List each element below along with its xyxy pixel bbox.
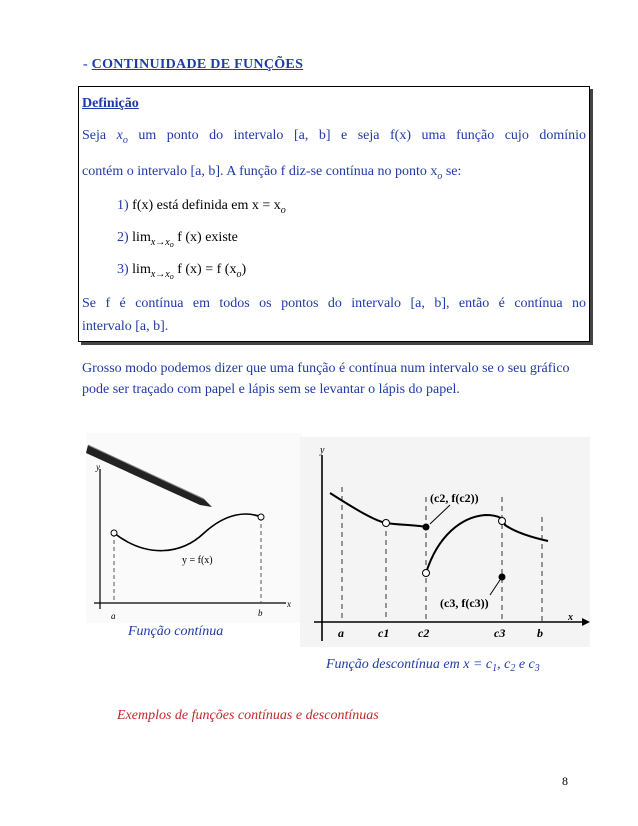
figure1-b-label: b <box>258 608 263 618</box>
figure1-endpoint-b <box>258 514 264 520</box>
definition-line-1 <box>82 128 586 146</box>
figure1-endpoint-a <box>111 530 117 536</box>
figure2-x-label: x <box>568 612 573 623</box>
figure2-y-label: y <box>320 445 325 456</box>
figure2-caption-a: Função descontínua em x = c <box>326 657 493 672</box>
figure2-caption <box>326 657 540 674</box>
cond2-sub: x→x <box>150 237 170 248</box>
figure2-tick-c2: c2 <box>418 626 430 640</box>
figure2-caption-s2: 2 <box>510 663 516 674</box>
definition-line-2 <box>82 164 461 182</box>
continuous-function-figure <box>86 433 302 623</box>
figure2-point-c2-open <box>423 570 430 577</box>
figure1-x-label: x <box>287 599 291 609</box>
definition-closing-2: intervalo [a, b]. <box>82 319 169 334</box>
condition-2 <box>117 230 238 249</box>
discontinuous-function-figure <box>300 437 590 647</box>
figure1-function-label: y = f(x) <box>182 555 213 566</box>
figure2-tick-b: b <box>537 626 543 640</box>
cond3-number: 3) <box>117 262 129 277</box>
cond1-number: 1) <box>117 198 129 213</box>
section-title-text: CONTINUIDADE DE FUNÇÕES <box>91 57 304 72</box>
def-line1-d: um ponto do intervalo [a, b] e seja f(x) uma função cujo domínio <box>127 128 586 143</box>
cond2-number: 2) <box>117 230 129 245</box>
figure2-tick-c1: c1 <box>378 626 390 640</box>
cond3-sub: x→x <box>150 269 170 280</box>
cond3-sub2: o <box>236 269 242 280</box>
def-line2: contém o intervalo [a, b]. A função f diz-se contínua no ponto x <box>82 164 438 179</box>
cond1-text: f(x) está definida em x = x <box>132 198 281 213</box>
def-line1-sub: o <box>122 135 128 146</box>
figure2-caption-s1: 1 <box>492 663 498 674</box>
cond3-lim: lim <box>132 262 151 277</box>
figure2-tick-c3: c3 <box>494 626 506 640</box>
figure1-y-label: y <box>96 462 100 472</box>
cond1-sub: o <box>280 205 286 216</box>
def-line1-a: Seja <box>82 128 117 143</box>
figure2-point-c1 <box>383 520 390 527</box>
examples-heading: Exemplos de funções contínuas e descontínuas <box>117 708 379 723</box>
cond2-lim: lim <box>132 230 151 245</box>
figure2-point-c3-open <box>499 518 506 525</box>
figure2-caption-b: , c <box>497 657 511 672</box>
condition-3 <box>117 262 246 281</box>
definition-closing-1: Se f é contínua em todos os pontos do intervalo [a, b], então é contínua no <box>82 296 586 311</box>
definition-label: Definição <box>82 96 139 111</box>
figure2-caption-c: e c <box>515 657 535 672</box>
section-dash: - <box>83 57 88 72</box>
figure2-background <box>300 437 590 647</box>
cond2-text: f (x) existe <box>173 230 238 245</box>
figure2-c3-point-label: (c3, f(c3)) <box>440 596 489 610</box>
figure2-tick-a: a <box>338 626 344 640</box>
page-number: 8 <box>562 774 568 788</box>
condition-1 <box>117 198 286 216</box>
figure2-caption-s3: 3 <box>534 663 540 674</box>
def-line2-sub: o <box>437 171 443 182</box>
intro-paragraph: Grosso modo podemos dizer que uma função é contínua num intervalo se o seu gráfico pode ser traçado com papel e lápis sem se levantar o lápis do papel. <box>82 361 570 397</box>
figure2-c2-point-label: (c2, f(c2)) <box>430 491 479 505</box>
section-title <box>83 57 303 73</box>
cond3-end: ) <box>241 262 247 277</box>
cond3-text: f (x) = f (x <box>173 262 237 277</box>
def-line2-end: se: <box>442 164 462 179</box>
cond2-subsub: o <box>169 240 174 249</box>
cond3-subsub: o <box>169 272 174 281</box>
figure2-point-c2-filled <box>423 524 430 531</box>
figure1-caption: Função contínua <box>128 624 224 639</box>
def-line1-x: x <box>116 128 123 143</box>
figure1-a-label: a <box>111 611 116 621</box>
figure2-point-c3-filled <box>499 574 506 581</box>
